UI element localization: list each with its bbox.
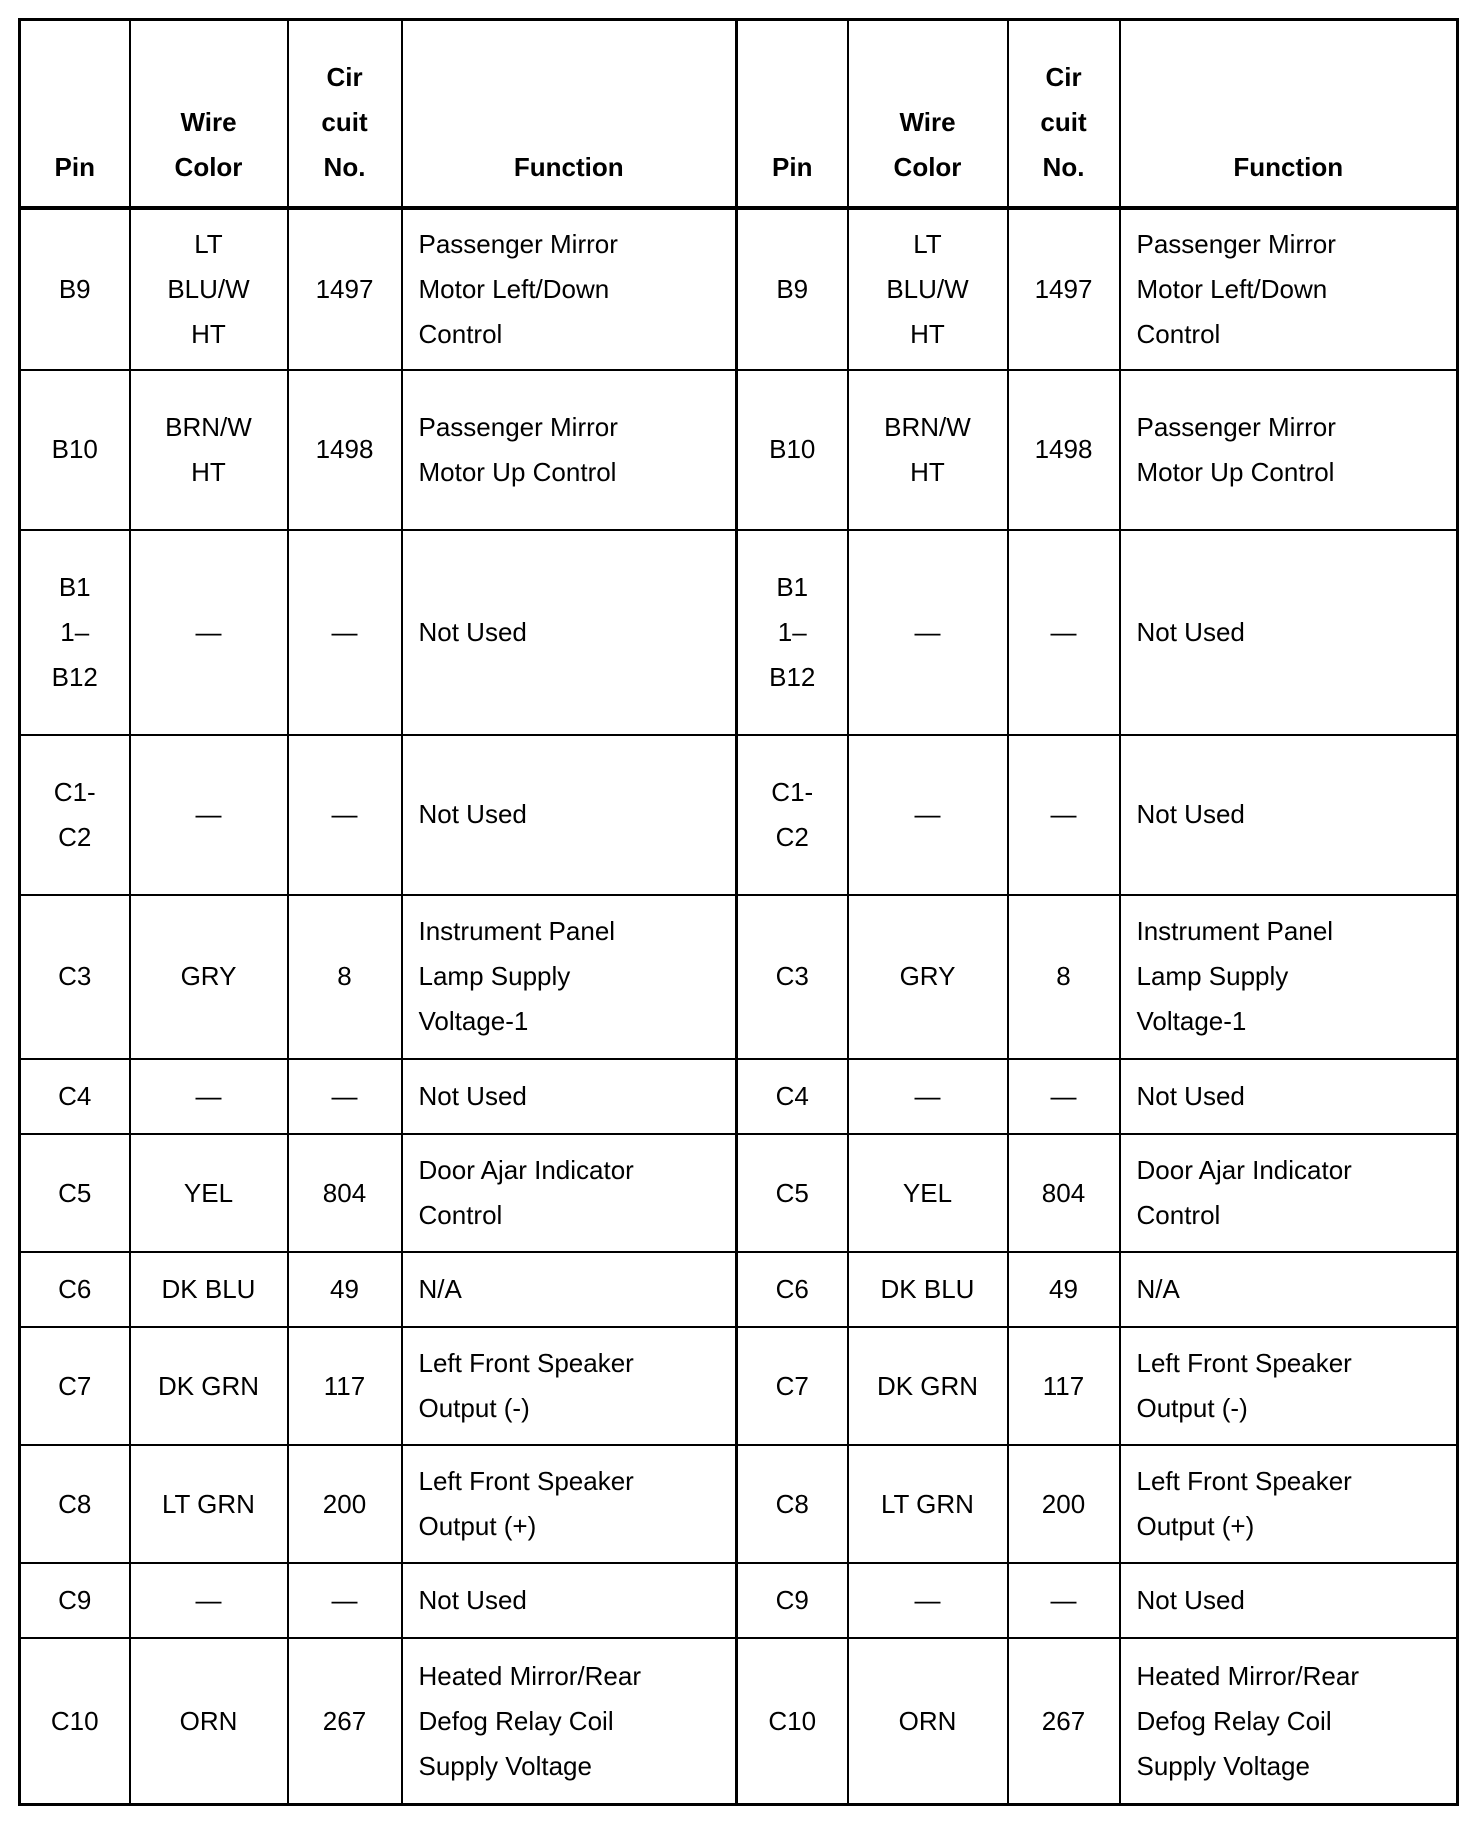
function-cell <box>402 1638 737 1804</box>
pin-cell-text: C6 <box>58 1274 92 1305</box>
pin-cell <box>737 1252 848 1327</box>
circuit-no-cell <box>1008 530 1120 735</box>
function-cell-text: Passenger Mirror Motor Up Control <box>1136 411 1336 487</box>
wire-color-cell-text: — <box>914 1585 941 1616</box>
pin-cell-text: C7 <box>775 1370 809 1401</box>
pin-cell <box>737 1327 848 1445</box>
pin-cell <box>20 1638 130 1804</box>
function-cell <box>402 370 737 530</box>
table-row <box>20 1059 1458 1134</box>
circuit-no-cell-text: 804 <box>322 1177 367 1208</box>
circuit-no-cell <box>1008 1059 1120 1134</box>
function-cell <box>402 530 737 735</box>
pin-cell <box>20 1563 130 1638</box>
function-cell <box>402 1445 737 1563</box>
circuit-no-cell-text: — <box>1050 1585 1077 1616</box>
function-cell-text: Not Used <box>1136 799 1245 830</box>
function-cell <box>1120 1445 1458 1563</box>
circuit-no-cell <box>288 1563 402 1638</box>
circuit-no-cell-text: — <box>1050 799 1077 830</box>
function-cell <box>402 208 737 370</box>
wire-color-cell-text: LT GRN <box>162 1488 255 1519</box>
circuit-no-cell-text: 1497 <box>315 273 374 304</box>
circuit-no-cell-text: — <box>331 1585 358 1616</box>
circuit-no-cell-text: 49 <box>1049 1274 1078 1305</box>
pin-cell-text: C3 <box>58 961 92 992</box>
header-wire-color: Wire Color <box>848 20 1008 208</box>
function-cell-text: Door Ajar Indicator Control <box>1136 1155 1352 1231</box>
wire-color-cell-text: — <box>195 1585 222 1616</box>
wire-color-cell <box>848 370 1008 530</box>
wire-color-cell-text: GRY <box>899 961 956 992</box>
circuit-no-cell <box>1008 1563 1120 1638</box>
function-cell <box>402 895 737 1059</box>
pin-cell-text: C10 <box>50 1705 99 1736</box>
pin-cell <box>20 1445 130 1563</box>
wire-color-cell-text: YEL <box>183 1177 234 1208</box>
wire-color-cell-text: — <box>914 616 941 647</box>
pin-cell <box>737 370 848 530</box>
wire-color-cell-text: — <box>914 799 941 830</box>
wire-color-cell <box>130 208 288 370</box>
function-cell-text: Passenger Mirror Motor Left/Down Control <box>418 228 618 349</box>
function-cell-text: Not Used <box>418 799 527 830</box>
function-cell-text: Left Front Speaker Output (-) <box>1136 1348 1352 1424</box>
circuit-no-cell <box>288 1327 402 1445</box>
function-cell-text: Left Front Speaker Output (-) <box>418 1348 634 1424</box>
function-cell <box>1120 1134 1458 1252</box>
wire-color-cell <box>130 530 288 735</box>
wire-color-cell-text: DK GRN <box>157 1370 260 1401</box>
function-cell-text: Not Used <box>1136 1585 1245 1616</box>
wire-color-cell-text: ORN <box>179 1705 238 1736</box>
circuit-no-cell <box>288 895 402 1059</box>
wire-color-cell <box>848 530 1008 735</box>
circuit-no-cell-text: 8 <box>1056 961 1071 992</box>
circuit-no-cell <box>1008 370 1120 530</box>
wire-color-cell-text: — <box>195 1081 222 1112</box>
wire-color-cell <box>130 1252 288 1327</box>
function-cell <box>1120 1252 1458 1327</box>
header-pin: Pin <box>737 20 848 208</box>
circuit-no-cell <box>1008 1445 1120 1563</box>
circuit-no-cell <box>288 370 402 530</box>
function-cell <box>402 1059 737 1134</box>
pin-cell <box>737 530 848 735</box>
wire-color-cell <box>848 1059 1008 1134</box>
table-body <box>20 208 1458 1805</box>
pin-cell <box>737 1445 848 1563</box>
circuit-no-cell-text: — <box>1050 1081 1077 1112</box>
table-row <box>20 1134 1458 1252</box>
wire-color-cell-text: YEL <box>902 1177 953 1208</box>
circuit-no-cell <box>288 735 402 895</box>
wire-color-cell <box>130 1134 288 1252</box>
table-row <box>20 895 1458 1059</box>
circuit-no-cell <box>288 1059 402 1134</box>
function-cell <box>402 1252 737 1327</box>
pin-cell-text: B9 <box>58 273 91 304</box>
wire-color-cell <box>130 370 288 530</box>
pin-cell-text: B9 <box>776 273 809 304</box>
function-cell <box>1120 1327 1458 1445</box>
pin-cell <box>20 1252 130 1327</box>
function-cell <box>402 735 737 895</box>
wire-color-cell <box>848 1563 1008 1638</box>
function-cell-text: N/A <box>1136 1274 1180 1305</box>
pin-cell <box>737 1563 848 1638</box>
function-cell-text: Not Used <box>418 616 527 647</box>
wire-color-cell-text: GRY <box>180 961 237 992</box>
function-cell-text: Not Used <box>1136 616 1245 647</box>
circuit-no-cell-text: 200 <box>322 1488 367 1519</box>
wire-color-cell <box>130 1059 288 1134</box>
pin-cell-text: C9 <box>775 1585 809 1616</box>
wire-color-cell <box>848 1134 1008 1252</box>
circuit-no-cell-text: 49 <box>330 1274 359 1305</box>
function-cell <box>402 1134 737 1252</box>
wire-color-cell <box>130 735 288 895</box>
circuit-no-cell-text: 117 <box>1042 1370 1085 1401</box>
function-cell-text: Not Used <box>1136 1081 1245 1112</box>
pin-cell <box>737 208 848 370</box>
pin-cell <box>20 895 130 1059</box>
pin-cell-text: C1- C2 <box>53 776 96 852</box>
function-cell <box>402 1327 737 1445</box>
circuit-no-cell <box>288 1134 402 1252</box>
wire-color-cell-text: LT BLU/W HT <box>167 228 250 349</box>
function-cell-text: Door Ajar Indicator Control <box>418 1155 634 1231</box>
table-row <box>20 1252 1458 1327</box>
circuit-no-cell-text: 267 <box>1041 1705 1086 1736</box>
function-cell-text: Not Used <box>418 1081 527 1112</box>
function-cell <box>1120 735 1458 895</box>
pin-cell-text: C7 <box>58 1370 92 1401</box>
wire-color-cell <box>130 895 288 1059</box>
pin-cell-text: C3 <box>775 961 809 992</box>
function-cell-text: Passenger Mirror Motor Up Control <box>418 411 618 487</box>
pin-cell <box>737 895 848 1059</box>
function-cell <box>1120 370 1458 530</box>
function-cell <box>1120 1638 1458 1804</box>
header-wire-color: Wire Color <box>130 20 288 208</box>
pin-cell-text: C10 <box>768 1705 817 1736</box>
header-row <box>20 20 1458 208</box>
circuit-no-cell-text: — <box>331 1081 358 1112</box>
wire-color-cell <box>130 1563 288 1638</box>
circuit-no-cell <box>1008 1134 1120 1252</box>
table-row <box>20 370 1458 530</box>
wire-color-cell-text: BRN/W HT <box>884 411 971 487</box>
pin-cell-text: B1 1– B12 <box>51 571 98 692</box>
table-row <box>20 530 1458 735</box>
pin-cell <box>20 1059 130 1134</box>
wire-color-cell <box>848 735 1008 895</box>
wire-color-cell <box>130 1638 288 1804</box>
pin-cell-text: B10 <box>51 434 98 465</box>
table-row <box>20 1638 1458 1804</box>
pin-cell-text: C4 <box>775 1081 809 1112</box>
function-cell-text: N/A <box>418 1274 462 1305</box>
circuit-no-cell-text: 1497 <box>1034 273 1093 304</box>
wire-color-cell-text: — <box>195 616 222 647</box>
pin-cell <box>20 1134 130 1252</box>
function-cell <box>1120 895 1458 1059</box>
pin-cell <box>737 1638 848 1804</box>
circuit-no-cell-text: 1498 <box>315 434 374 465</box>
header-function: Function <box>402 20 737 208</box>
circuit-no-cell-text: 267 <box>322 1705 367 1736</box>
pin-cell <box>20 208 130 370</box>
circuit-no-cell-text: 117 <box>323 1370 366 1401</box>
function-cell <box>1120 1563 1458 1638</box>
wire-color-cell <box>130 1327 288 1445</box>
wire-color-cell-text: LT GRN <box>881 1488 974 1519</box>
header-function: Function <box>1120 20 1458 208</box>
pin-cell-text: B10 <box>769 434 816 465</box>
wire-color-cell <box>848 895 1008 1059</box>
header-pin: Pin <box>20 20 130 208</box>
pin-cell-text: C1- C2 <box>771 776 814 852</box>
circuit-no-cell <box>1008 735 1120 895</box>
circuit-no-cell <box>1008 895 1120 1059</box>
header-circuit-no: Cir cuit No. <box>1008 20 1120 208</box>
pin-cell <box>20 530 130 735</box>
function-cell-text: Instrument Panel Lamp Supply Voltage-1 <box>418 916 616 1037</box>
wire-color-cell <box>130 1445 288 1563</box>
table-row <box>20 1445 1458 1563</box>
wire-color-cell-text: DK BLU <box>880 1274 975 1305</box>
circuit-no-cell <box>288 208 402 370</box>
pin-cell <box>20 370 130 530</box>
table-row <box>20 735 1458 895</box>
wire-color-cell-text: ORN <box>898 1705 957 1736</box>
pin-cell-text: C8 <box>58 1488 92 1519</box>
circuit-no-cell <box>288 1638 402 1804</box>
pin-cell <box>737 1059 848 1134</box>
function-cell-text: Heated Mirror/Rear Defog Relay Coil Supply Voltage <box>418 1660 642 1781</box>
wire-color-cell <box>848 1445 1008 1563</box>
wire-color-cell-text: — <box>914 1081 941 1112</box>
circuit-no-cell <box>288 1252 402 1327</box>
circuit-no-cell-text: — <box>331 799 358 830</box>
circuit-no-cell <box>1008 1327 1120 1445</box>
wire-color-cell <box>848 1252 1008 1327</box>
wire-color-cell-text: DK BLU <box>161 1274 256 1305</box>
wire-color-cell-text: — <box>195 799 222 830</box>
function-cell <box>402 1563 737 1638</box>
connector-pinout-table <box>18 18 1459 1806</box>
function-cell <box>1120 208 1458 370</box>
wire-color-cell <box>848 1327 1008 1445</box>
pin-cell-text: C6 <box>775 1274 809 1305</box>
pin-cell-text: B1 1– B12 <box>769 571 816 692</box>
circuit-no-cell-text: 804 <box>1041 1177 1086 1208</box>
header-circuit-no: Cir cuit No. <box>288 20 402 208</box>
function-cell-text: Heated Mirror/Rear Defog Relay Coil Supply Voltage <box>1136 1660 1360 1781</box>
wire-color-cell <box>848 1638 1008 1804</box>
wire-color-cell <box>848 208 1008 370</box>
function-cell-text: Not Used <box>418 1585 527 1616</box>
function-cell <box>1120 1059 1458 1134</box>
table-row <box>20 1327 1458 1445</box>
wire-color-cell-text: DK GRN <box>876 1370 979 1401</box>
pin-cell-text: C5 <box>775 1177 809 1208</box>
table-row <box>20 208 1458 370</box>
wire-color-cell-text: LT BLU/W HT <box>886 228 969 349</box>
circuit-no-cell-text: 200 <box>1041 1488 1086 1519</box>
pin-cell <box>737 1134 848 1252</box>
pinout-document <box>18 18 1456 1806</box>
wire-color-cell-text: BRN/W HT <box>165 411 252 487</box>
function-cell-text: Instrument Panel Lamp Supply Voltage-1 <box>1136 916 1334 1037</box>
circuit-no-cell-text: 8 <box>337 961 352 992</box>
pin-cell-text: C9 <box>58 1585 92 1616</box>
function-cell-text: Left Front Speaker Output (+) <box>1136 1466 1352 1542</box>
circuit-no-cell-text: — <box>331 616 358 647</box>
function-cell <box>1120 530 1458 735</box>
circuit-no-cell <box>1008 208 1120 370</box>
circuit-no-cell-text: 1498 <box>1034 434 1093 465</box>
circuit-no-cell <box>1008 1638 1120 1804</box>
circuit-no-cell-text: — <box>1050 616 1077 647</box>
pin-cell <box>20 1327 130 1445</box>
pin-cell-text: C4 <box>58 1081 92 1112</box>
table-row <box>20 1563 1458 1638</box>
circuit-no-cell <box>1008 1252 1120 1327</box>
pin-cell <box>20 735 130 895</box>
circuit-no-cell <box>288 1445 402 1563</box>
circuit-no-cell <box>288 530 402 735</box>
pin-cell <box>737 735 848 895</box>
pin-cell-text: C5 <box>58 1177 92 1208</box>
pin-cell-text: C8 <box>775 1488 809 1519</box>
function-cell-text: Passenger Mirror Motor Left/Down Control <box>1136 228 1336 349</box>
function-cell-text: Left Front Speaker Output (+) <box>418 1466 634 1542</box>
